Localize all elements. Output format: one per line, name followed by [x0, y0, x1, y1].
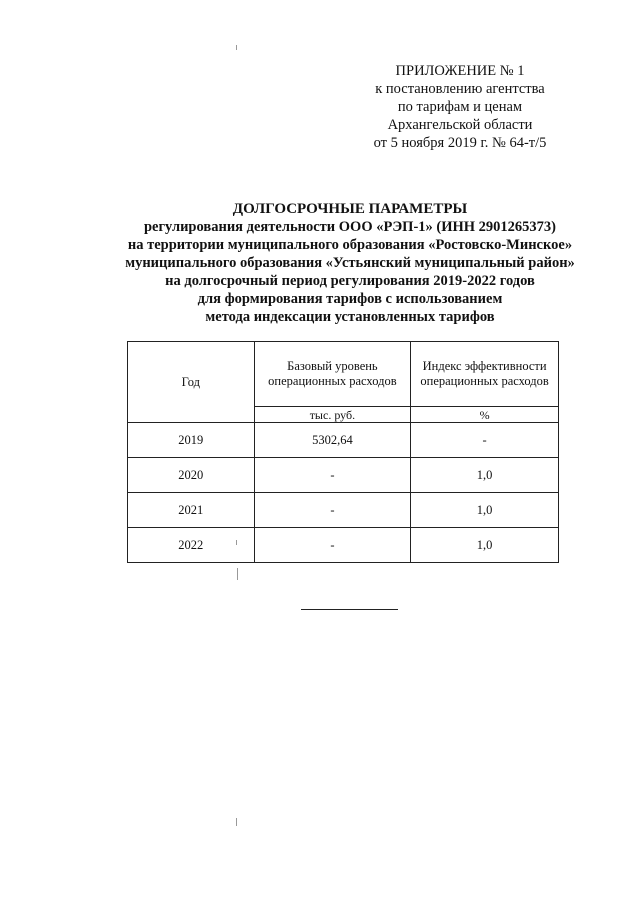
title-line: муниципального образования «Устьянский муниципальный район» [125, 255, 575, 271]
scan-speck [237, 568, 238, 580]
header-efficiency-index: Индекс эффективности операционных расходов [411, 342, 559, 407]
table-header-row [128, 342, 559, 407]
document-title [90, 200, 610, 326]
table-row [128, 458, 559, 493]
title-line: метода индексации установленных тарифов [205, 309, 495, 325]
cell-efficiency-index: 1,0 [411, 493, 559, 528]
title-line: на долгосрочный период регулирования 2019-2022 годов [165, 273, 535, 289]
appendix-number: ПРИЛОЖЕНИЕ № 1 [395, 63, 525, 79]
table-row [128, 423, 559, 458]
scan-speck [236, 818, 237, 826]
cell-year: 2022 [128, 528, 255, 563]
unit-base-level: тыс. руб. [254, 407, 411, 423]
unit-efficiency-index: % [411, 407, 559, 423]
table-row [128, 528, 559, 563]
appendix-line: Архангельской области [387, 117, 533, 133]
title-line: регулирования деятельности ООО «РЭП-1» (ИНН 2901265373) [143, 219, 557, 235]
cell-year: 2019 [128, 423, 255, 458]
cell-year: 2021 [128, 493, 255, 528]
cell-efficiency-index: - [411, 423, 559, 458]
cell-base-level: 5302,64 [254, 423, 411, 458]
title-main: ДОЛГОСРОЧНЫЕ ПАРАМЕТРЫ [232, 201, 468, 217]
title-line: для формирования тарифов с использованием [197, 291, 503, 307]
parameters-table [127, 341, 559, 563]
appendix-line: к постановлению агентства [375, 81, 545, 97]
appendix-date: от 5 ноября 2019 г. № 64-т/5 [373, 135, 547, 151]
appendix-line: по тарифам и ценам [397, 99, 523, 115]
title-line: на территории муниципального образования «Ростовско-Минское» [127, 237, 573, 253]
appendix-header [355, 62, 565, 152]
cell-base-level: - [254, 528, 411, 563]
table-row [128, 493, 559, 528]
cell-efficiency-index: 1,0 [411, 458, 559, 493]
scan-speck [236, 540, 237, 545]
scan-speck [236, 45, 237, 50]
cell-efficiency-index: 1,0 [411, 528, 559, 563]
header-year: Год [128, 342, 255, 423]
cell-base-level: - [254, 458, 411, 493]
cell-base-level: - [254, 493, 411, 528]
separator-line [301, 609, 398, 610]
cell-year: 2020 [128, 458, 255, 493]
header-base-level: Базовый уровень операционных расходов [254, 342, 411, 407]
